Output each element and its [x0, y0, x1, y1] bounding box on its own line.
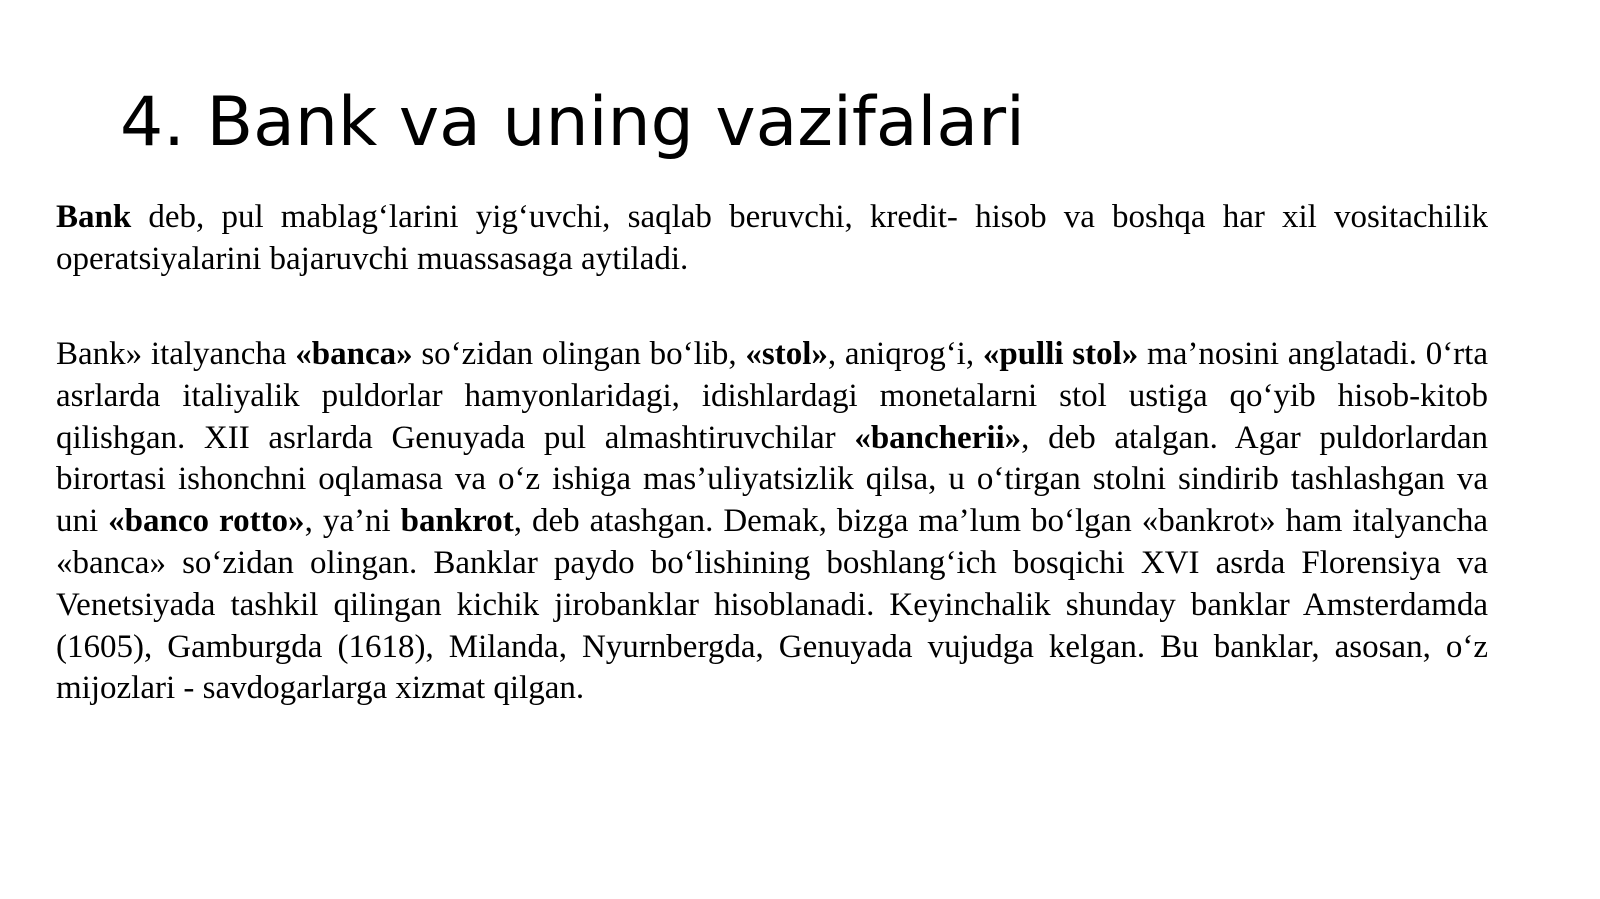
text-segment: ma’nosini anglatadi. 0‘rta asrlarda italiyalik puldorlar hamyonlaridagi, idishlardagi monetalarni stol ustiga qo‘yib hisob-kitob qilishgan. XII asrlarda Genuyada pul almashtiruvchilar	[56, 336, 1488, 456]
bold-term-banco-rotto: «banco rotto»	[108, 503, 305, 540]
definition-text: deb, pul mablag‘larini yig‘uvchi, saqlab beruvchi, kredit- hisob va boshqa har xil vositachilik operatsiyalarini bajaruvchi muassasaga aytiladi.	[56, 199, 1488, 277]
bold-term-bancherii: «bancherii»	[854, 419, 1022, 456]
bold-term-pulli-stol: «pulli stol»	[982, 336, 1139, 372]
paragraph-bank-history	[56, 334, 1488, 710]
paragraph-bank-definition	[56, 197, 1488, 281]
text-segment: Bank» italyancha	[56, 336, 296, 372]
bold-term-stol: «stol»	[745, 336, 828, 372]
text-segment: so‘zidan olingan bo‘lib,	[412, 336, 746, 372]
bold-term-bank: Bank	[56, 199, 132, 235]
text-segment: , ya’ni	[304, 503, 401, 540]
bold-term-bankrot: bankrot	[400, 503, 514, 540]
text-segment: , aniqrog‘i,	[827, 336, 983, 372]
text-segment: , deb atalgan. Agar puldorlardan birortasi ishonchni oqlamasa va o‘z ishiga mas’uliyatsizlik qilsa, u o‘tirgan stolni sindirib tashlashgan va uni	[56, 419, 1488, 540]
bold-term-banca: «banca»	[295, 336, 413, 372]
slide-title: 4. Bank va uning vazifalari	[120, 83, 1025, 162]
text-segment: , deb atashgan. Demak, bizga ma’lum bo‘lgan «bankrot» ham italyancha «banca» so‘zidan olingan. Banklar paydo bo‘lishining boshlang‘ich bosqichi XVI asrda Florensiya va Venetsiyada tashkil qilingan kichik jirobanklar hisoblanadi. Keyinchalik shunday banklar Amsterdamda (1605), Gamburgda (1618), Milanda, Nyurnbergda, Genuyada vujudga kelgan. Bu banklar, asosan, o‘z mijozlari - savdogarlarga xizmat qilgan.	[56, 503, 1488, 707]
